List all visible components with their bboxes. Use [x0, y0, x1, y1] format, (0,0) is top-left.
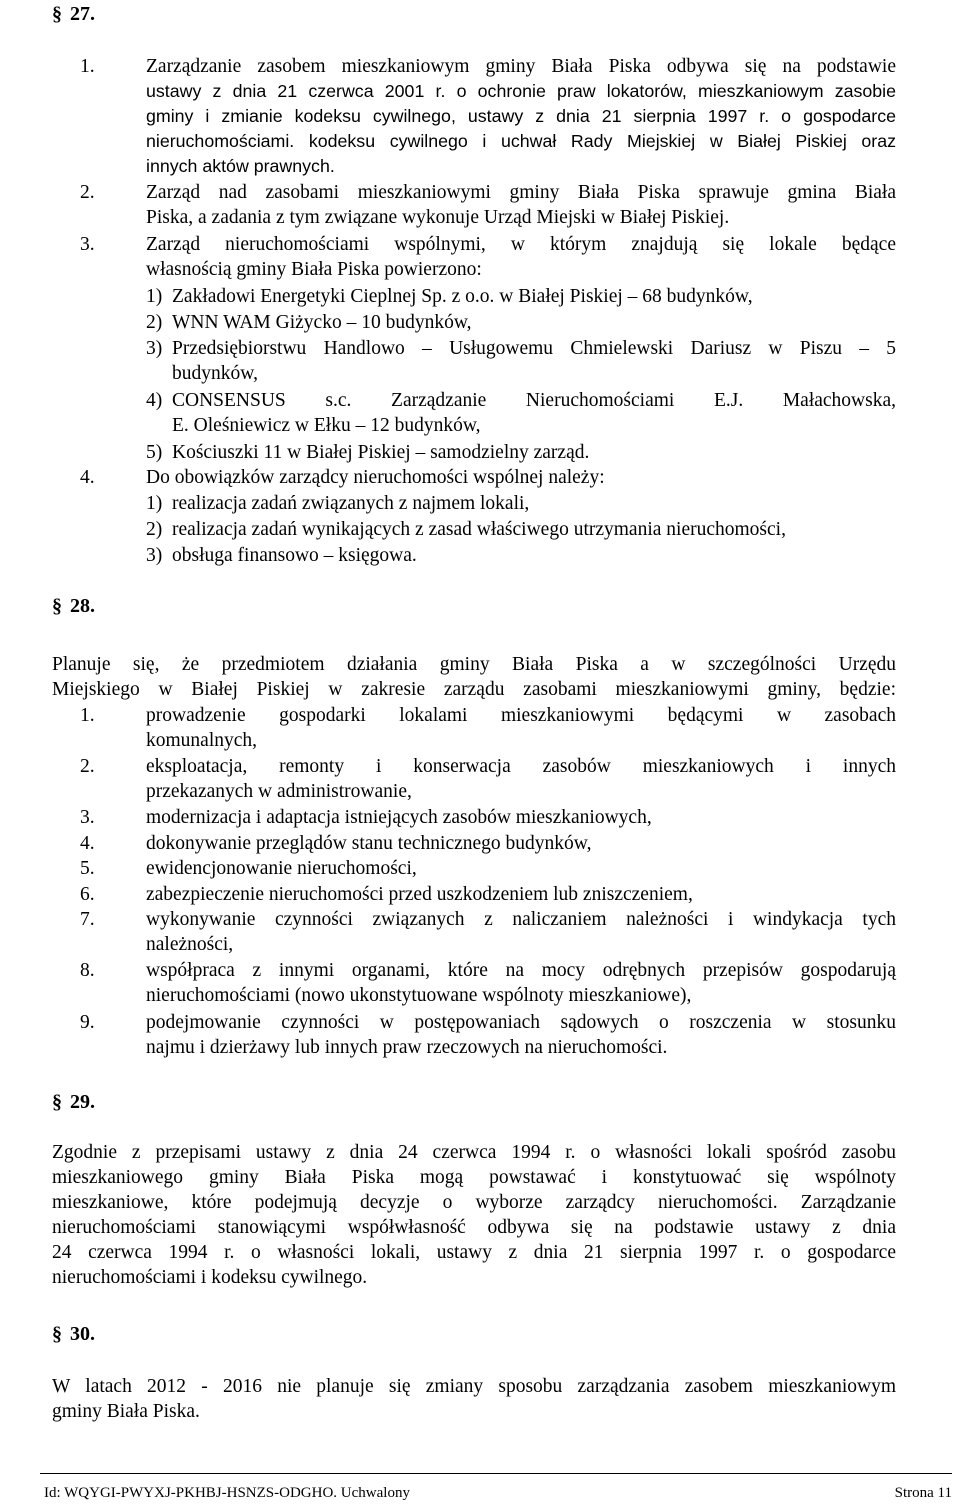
text-line: E. Oleśniewicz w Ełku – 12 budynków,: [172, 415, 481, 436]
text-line: Przedsiębiorstwu Handlowo – Usługowemu Chmielewski Dariusz w Piszu – 5: [172, 338, 896, 359]
text-line: komunalnych,: [146, 730, 258, 751]
item-number: 4.: [80, 833, 95, 854]
item-number: 4.: [80, 467, 95, 488]
text-line: Planuje się, że przedmiotem działania gminy Biała Piska a w szczególności Urzędu: [52, 654, 896, 675]
text-line: ustawy z dnia 21 czerwca 2001 r. o ochronie praw lokatorów, mieszkaniowym zasobie: [146, 81, 896, 101]
item-number: 1.: [80, 56, 95, 77]
item-number: 3.: [80, 807, 95, 828]
text-line: zabezpieczenie nieruchomości przed uszkodzeniem lub zniszczeniem,: [146, 884, 693, 905]
section-marker: §: [52, 1323, 62, 1345]
list-item: [80, 1010, 896, 1060]
sub-item-number: 3): [146, 545, 163, 566]
list-item: [80, 856, 896, 881]
sub-item: [146, 440, 896, 465]
section-marker: §: [52, 1091, 62, 1113]
sub-item-number: 2): [146, 312, 163, 333]
text-line: nieruchomościami. kodeksu cywilnego i uchwał Rady Miejskiej w Białej Piskiej oraz: [146, 131, 896, 151]
item-number: 9.: [80, 1012, 95, 1033]
section-number: 30.: [70, 1323, 95, 1345]
text-line: własnością gminy Biała Piska powierzono:: [146, 259, 482, 280]
list-item: [80, 907, 896, 957]
text-line: przekazanych w administrowanie,: [146, 781, 412, 802]
item-number: 7.: [80, 909, 95, 930]
item-number: 3.: [80, 234, 95, 255]
sub-item-number: 2): [146, 519, 163, 540]
list-item: [80, 958, 896, 1008]
item-number: 2.: [80, 182, 95, 203]
sub-item-number: 4): [146, 390, 163, 411]
text-line: 24 czerwca 1994 r. o własności lokali, ustawy z dnia 21 sierpnia 1997 r. o gospodarce: [52, 1242, 896, 1263]
sub-item: [146, 336, 896, 386]
text-line: mieszkaniowego gminy Biała Piska mogą powstawać i konstytuować się wspólnoty: [52, 1167, 896, 1188]
text-line: budynków,: [172, 363, 258, 384]
section-marker: §: [52, 3, 62, 25]
sub-item-number: 1): [146, 286, 163, 307]
section-number: 29.: [70, 1091, 95, 1113]
section-heading-27: [52, 2, 95, 26]
text-line: obsługa finansowo – księgowa.: [172, 545, 417, 566]
text-line: mieszkaniowe, które podejmują decyzje o wyborze zarządcy nieruchomości. Zarządzanie: [52, 1192, 896, 1213]
item-number: 5.: [80, 858, 95, 879]
text-line: realizacja zadań wynikających z zasad właściwego utrzymania nieruchomości,: [172, 519, 786, 540]
section-number: 27.: [70, 3, 95, 25]
item-number: 6.: [80, 884, 95, 905]
text-line: W latach 2012 - 2016 nie planuje się zmiany sposobu zarządzania zasobem mieszkaniowym: [52, 1376, 896, 1397]
sub-item-number: 5): [146, 442, 163, 463]
list-item: [80, 465, 896, 490]
list-item: [80, 180, 896, 230]
text-line: prowadzenie gospodarki lokalami mieszkaniowymi będącymi w zasobach: [146, 705, 896, 726]
list-item: [80, 754, 896, 804]
list-item: [80, 805, 896, 830]
text-line: Miejskiego w Białej Piskiej w zakresie zarządu zasobami mieszkaniowymi gminy, będzie:: [52, 679, 896, 700]
paragraph: [52, 652, 896, 702]
section-heading-29: [52, 1090, 95, 1114]
item-number: 1.: [80, 705, 95, 726]
text-line: Zarząd nieruchomościami wspólnymi, w którym znajdują się lokale będące: [146, 234, 896, 255]
text-line: dokonywanie przeglądów stanu technicznego budynków,: [146, 833, 592, 854]
item-number: 8.: [80, 960, 95, 981]
text-line: Do obowiązków zarządcy nieruchomości wspólnej należy:: [146, 467, 605, 488]
sub-item: [146, 388, 896, 438]
sub-item: [146, 543, 896, 568]
text-line: Zarządzanie zasobem mieszkaniowym gminy Biała Piska odbywa się na podstawie: [146, 56, 896, 77]
sub-item-number: 1): [146, 493, 163, 514]
text-line: innych aktów prawnych.: [146, 156, 335, 176]
text-line: WNN WAM Giżycko – 10 budynków,: [172, 312, 472, 333]
text-line: eksploatacja, remonty i konserwacja zasobów mieszkaniowych i innych: [146, 756, 896, 777]
section-heading-28: [52, 594, 95, 618]
text-line: realizacja zadań związanych z najmem lokali,: [172, 493, 530, 514]
text-line: Zarząd nad zasobami mieszkaniowymi gminy Biała Piska sprawuje gmina Biała: [146, 182, 896, 203]
text-line: nieruchomościami stanowiącymi współwłasność odbywa się na podstawie ustawy z dnia: [52, 1217, 896, 1238]
text-line: nieruchomościami (nowo ukonstytuowane wspólnoty mieszkaniowe),: [146, 985, 692, 1006]
text-line: podejmowanie czynności w postępowaniach sądowych o roszczenia w stosunku: [146, 1012, 896, 1033]
section-heading-30: [52, 1322, 95, 1346]
paragraph: [52, 1374, 896, 1424]
sub-item: [146, 284, 896, 309]
text-line: CONSENSUS s.c. Zarządzanie Nieruchomościami E.J. Małachowska,: [172, 390, 896, 411]
text-line: Zakładowi Energetyki Cieplnej Sp. z o.o. w Białej Piskiej – 68 budynków,: [172, 286, 753, 307]
text-line: ewidencjonowanie nieruchomości,: [146, 858, 417, 879]
footer-page-number: Strona 11: [894, 1485, 952, 1501]
footer-divider: [40, 1473, 952, 1474]
list-item: [80, 232, 896, 282]
text-line: należności,: [146, 934, 234, 955]
sub-item: [146, 517, 896, 542]
sub-item: [146, 491, 896, 516]
list-item: [80, 54, 896, 179]
text-line: Piska, a zadania z tym związane wykonuje Urząd Miejski w Białej Piskiej.: [146, 207, 730, 228]
text-line: współpraca z innymi organami, które na mocy odrębnych przepisów gospodarują: [146, 960, 896, 981]
sub-item-number: 3): [146, 338, 163, 359]
text-line: najmu i dzierżawy lub innych praw rzeczowych na nieruchomości.: [146, 1037, 668, 1058]
text-line: Kościuszki 11 w Białej Piskiej – samodzielny zarząd.: [172, 442, 590, 463]
section-marker: §: [52, 595, 62, 617]
text-line: modernizacja i adaptacja istniejących zasobów mieszkaniowych,: [146, 807, 652, 828]
list-item: [80, 831, 896, 856]
text-line: Zgodnie z przepisami ustawy z dnia 24 czerwca 1994 r. o własności lokali spośród zasobu: [52, 1142, 896, 1163]
item-number: 2.: [80, 756, 95, 777]
sub-item: [146, 310, 896, 335]
list-item: [80, 882, 896, 907]
text-line: gminy Biała Piska.: [52, 1401, 200, 1422]
footer-document-id: Id: WQYGI-PWYXJ-PKHBJ-HSNZS-ODGHO. Uchwalony: [44, 1485, 410, 1501]
text-line: wykonywanie czynności związanych z naliczaniem należności i windykacja tych: [146, 909, 896, 930]
text-line: nieruchomościami i kodeksu cywilnego.: [52, 1267, 368, 1288]
section-number: 28.: [70, 595, 95, 617]
list-item: [80, 703, 896, 753]
paragraph: [52, 1140, 896, 1290]
text-line: gminy i zmianie kodeksu cywilnego, ustawy z dnia 21 sierpnia 1997 r. o gospodarce: [146, 106, 896, 126]
